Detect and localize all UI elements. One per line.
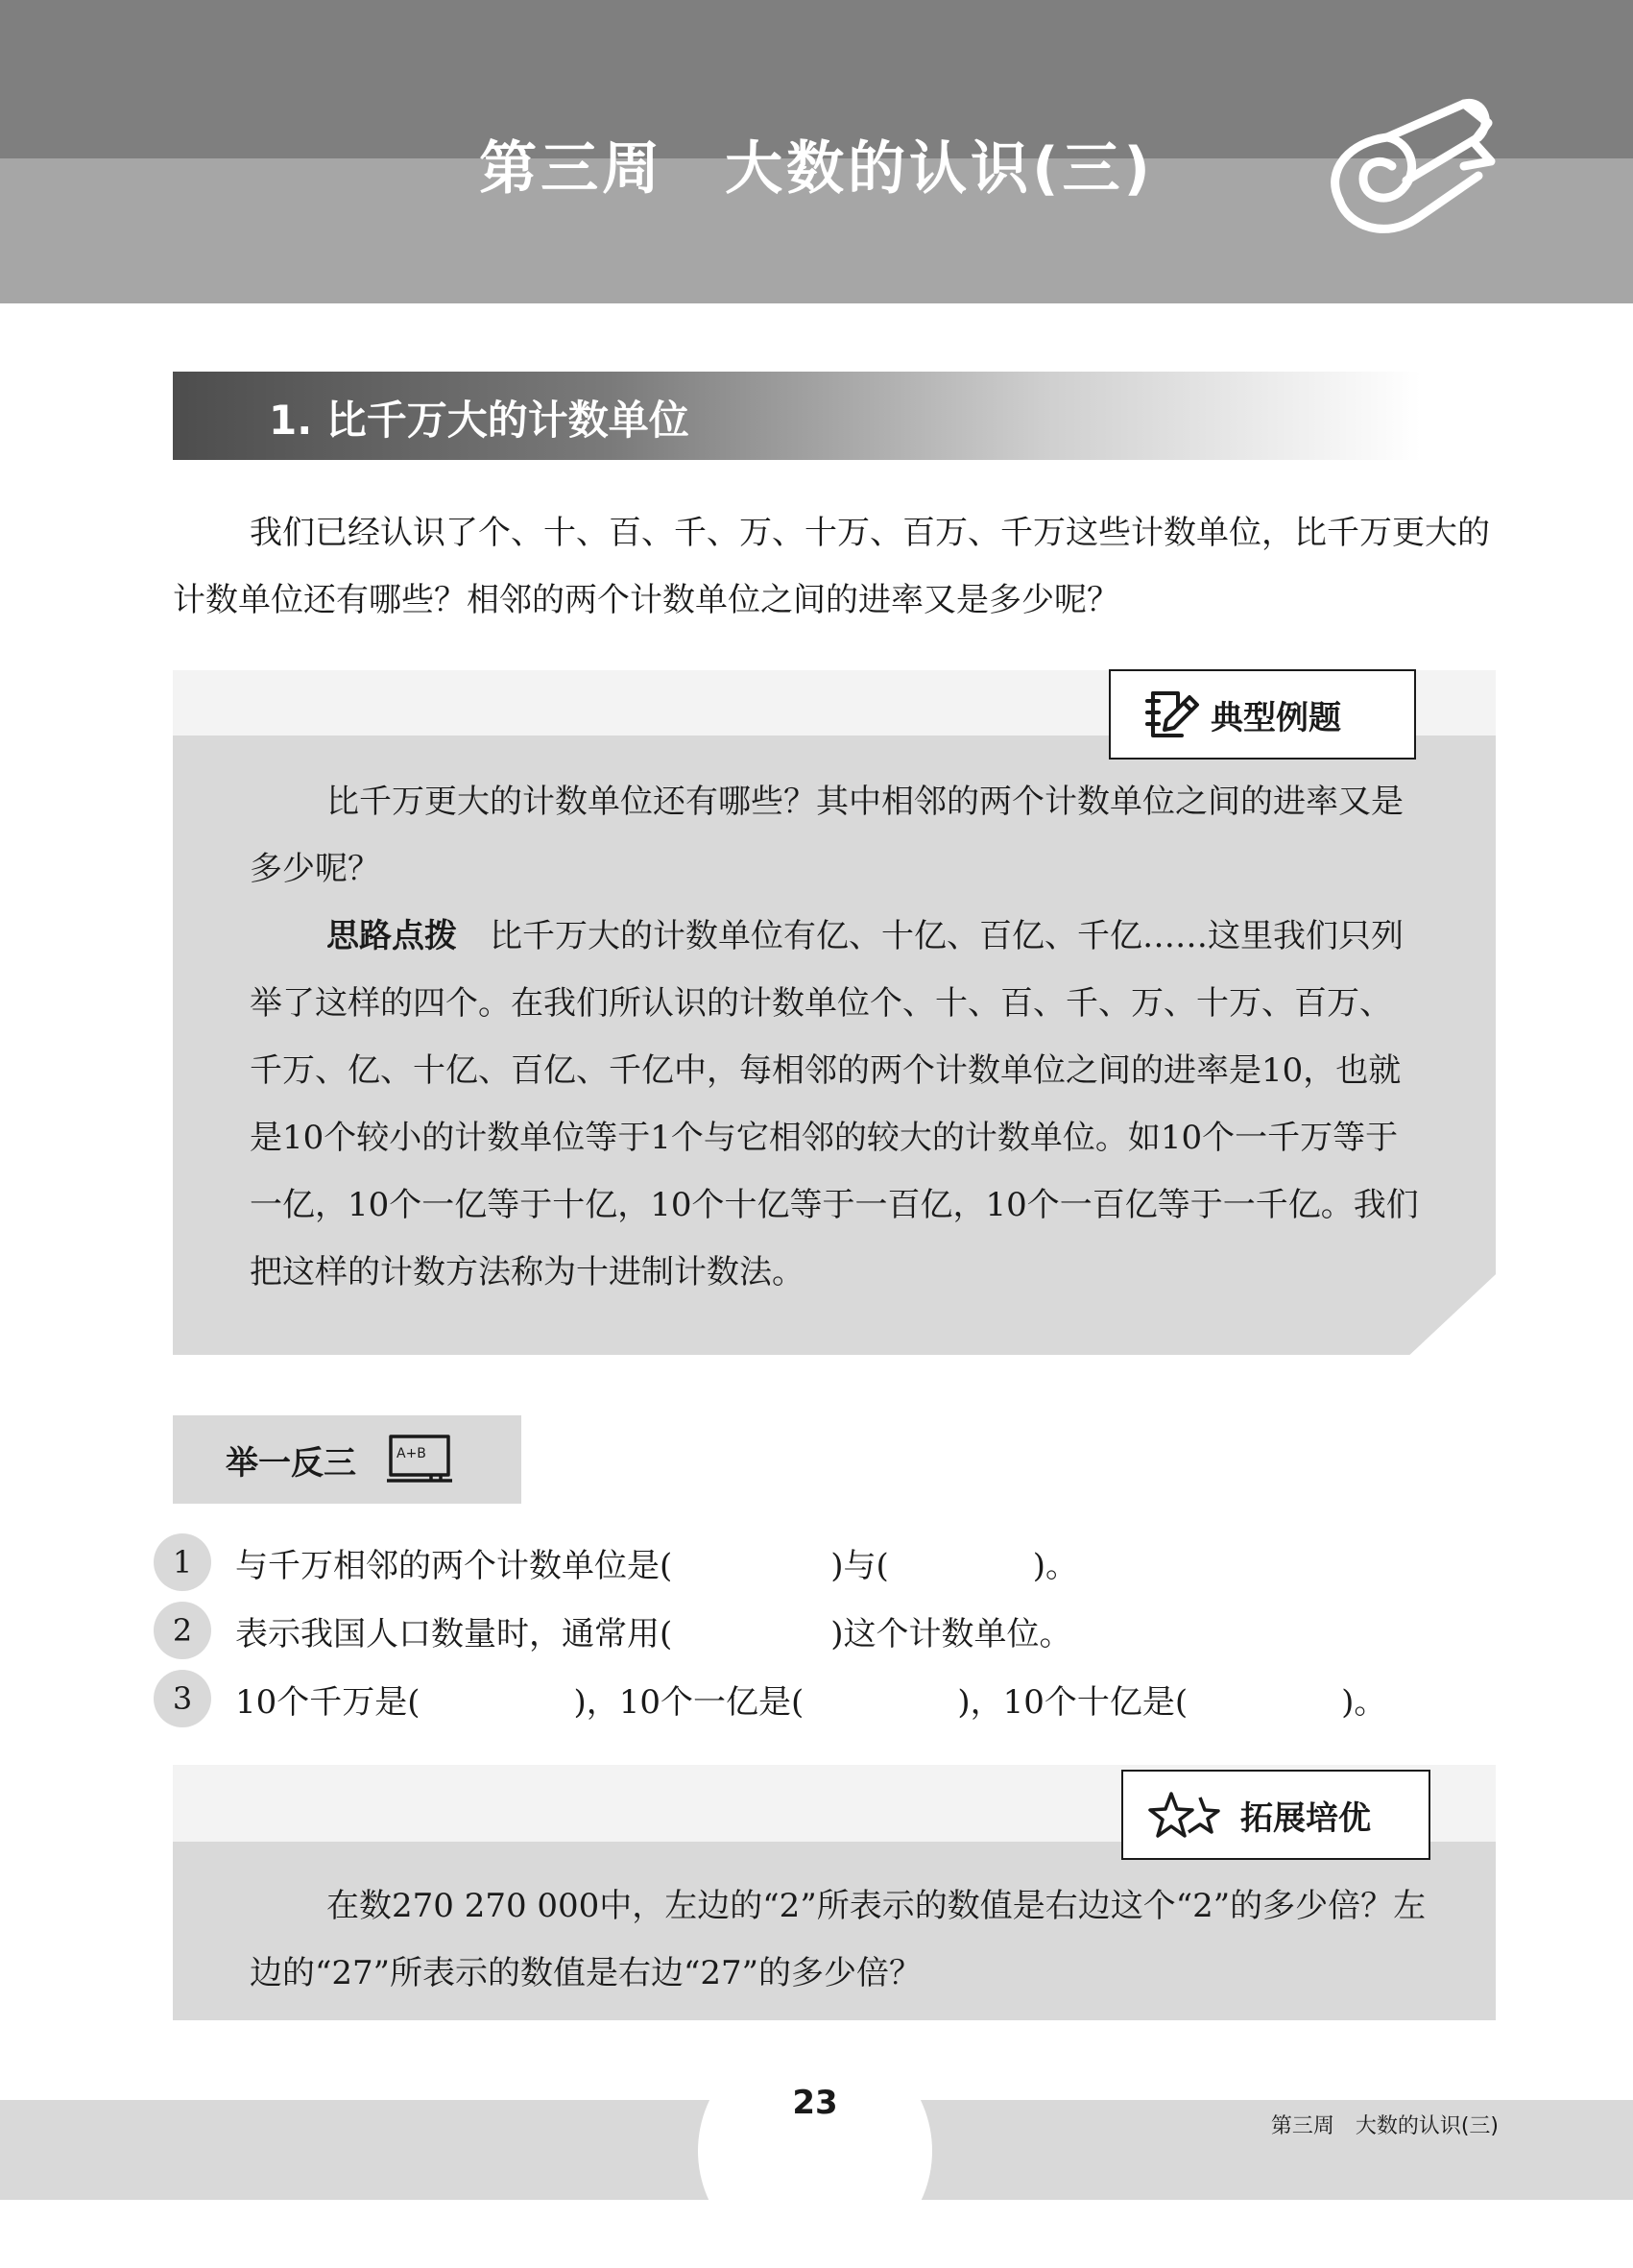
page-number: 23 <box>792 2084 838 2122</box>
question-text: )。 <box>1341 1682 1387 1722</box>
question-text: )。 <box>1032 1546 1079 1585</box>
question-text: )，10个一亿是( <box>573 1682 804 1722</box>
example-content <box>250 768 1421 1306</box>
question-number: 2 <box>154 1602 211 1659</box>
extend-content: 在数270 270 000中，左边的“2”所表示的数值是右边这个“2”的多少倍？左边的“27”所表示的数值是右边“27”的多少倍？ <box>250 1887 1427 1992</box>
scroll-icon <box>1320 84 1498 253</box>
footer-label: 第三周 大数的认识(三) <box>1270 2114 1499 2138</box>
question-text: 10个千万是( <box>235 1682 420 1722</box>
intro-paragraph: 我们已经认识了个、十、百、千、万、十万、百万、千万这些计数单位，比千万更大的计数单位还有哪些？相邻的两个计数单位之间的进率又是多少呢？ <box>173 514 1490 619</box>
footer-circle <box>698 2034 932 2268</box>
example-tab <box>1109 669 1416 760</box>
section-heading <box>173 372 1421 460</box>
example-question: 比千万更大的计数单位还有哪些？其中相邻的两个计数单位之间的进率又是多少呢？ <box>250 783 1404 888</box>
section-heading-text: 1. 比千万大的计数单位 <box>269 397 689 444</box>
stars-icon <box>1148 1786 1221 1844</box>
extend-tab-label: 拓展培优 <box>1240 1798 1371 1838</box>
hint-label: 思路点拨 <box>326 917 457 955</box>
practice-question-1 <box>154 1533 1078 1591</box>
practice-tab-label: 举一反三 <box>226 1443 356 1483</box>
question-number: 1 <box>154 1533 211 1591</box>
question-text: 与千万相邻的两个计数单位是( <box>235 1546 673 1585</box>
page-title: 第三周 大数的认识(三) <box>479 135 1154 203</box>
question-text: )与( <box>830 1546 889 1585</box>
hint-text: 比千万大的计数单位有亿、十亿、百亿、千亿……这里我们只列举了这样的四个。在我们所认识的计数单位个、十、百、千、万、十万、百万、千万、亿、十亿、百亿、千亿中，每相邻的两个计数单位之间的进率是10，也就是10个较小的计数单位等于1个与它相邻的较大的计数单位。如10个一千万等于一亿，10个一亿等于十亿，10个十亿等于一百亿，10个一百亿等于一千亿。我们把这样的计数方法称为十进制计数法。 <box>250 917 1419 1291</box>
extend-tab <box>1121 1770 1430 1860</box>
question-text: )，10个十亿是( <box>957 1682 1189 1722</box>
question-text: 表示我国人口数量时，通常用( <box>235 1614 673 1653</box>
question-number: 3 <box>154 1670 211 1727</box>
page-header <box>0 0 1633 303</box>
example-hint <box>250 903 1421 1306</box>
practice-question-2 <box>154 1602 1072 1659</box>
practice-question-3 <box>154 1670 1386 1727</box>
question-text: )这个计数单位。 <box>830 1614 1072 1653</box>
practice-tab <box>173 1415 521 1504</box>
example-tab-label: 典型例题 <box>1211 698 1341 737</box>
blackboard-icon <box>385 1433 454 1486</box>
svg-text:A+B: A+B <box>396 1446 426 1461</box>
notepad-pencil-icon <box>1143 686 1201 743</box>
